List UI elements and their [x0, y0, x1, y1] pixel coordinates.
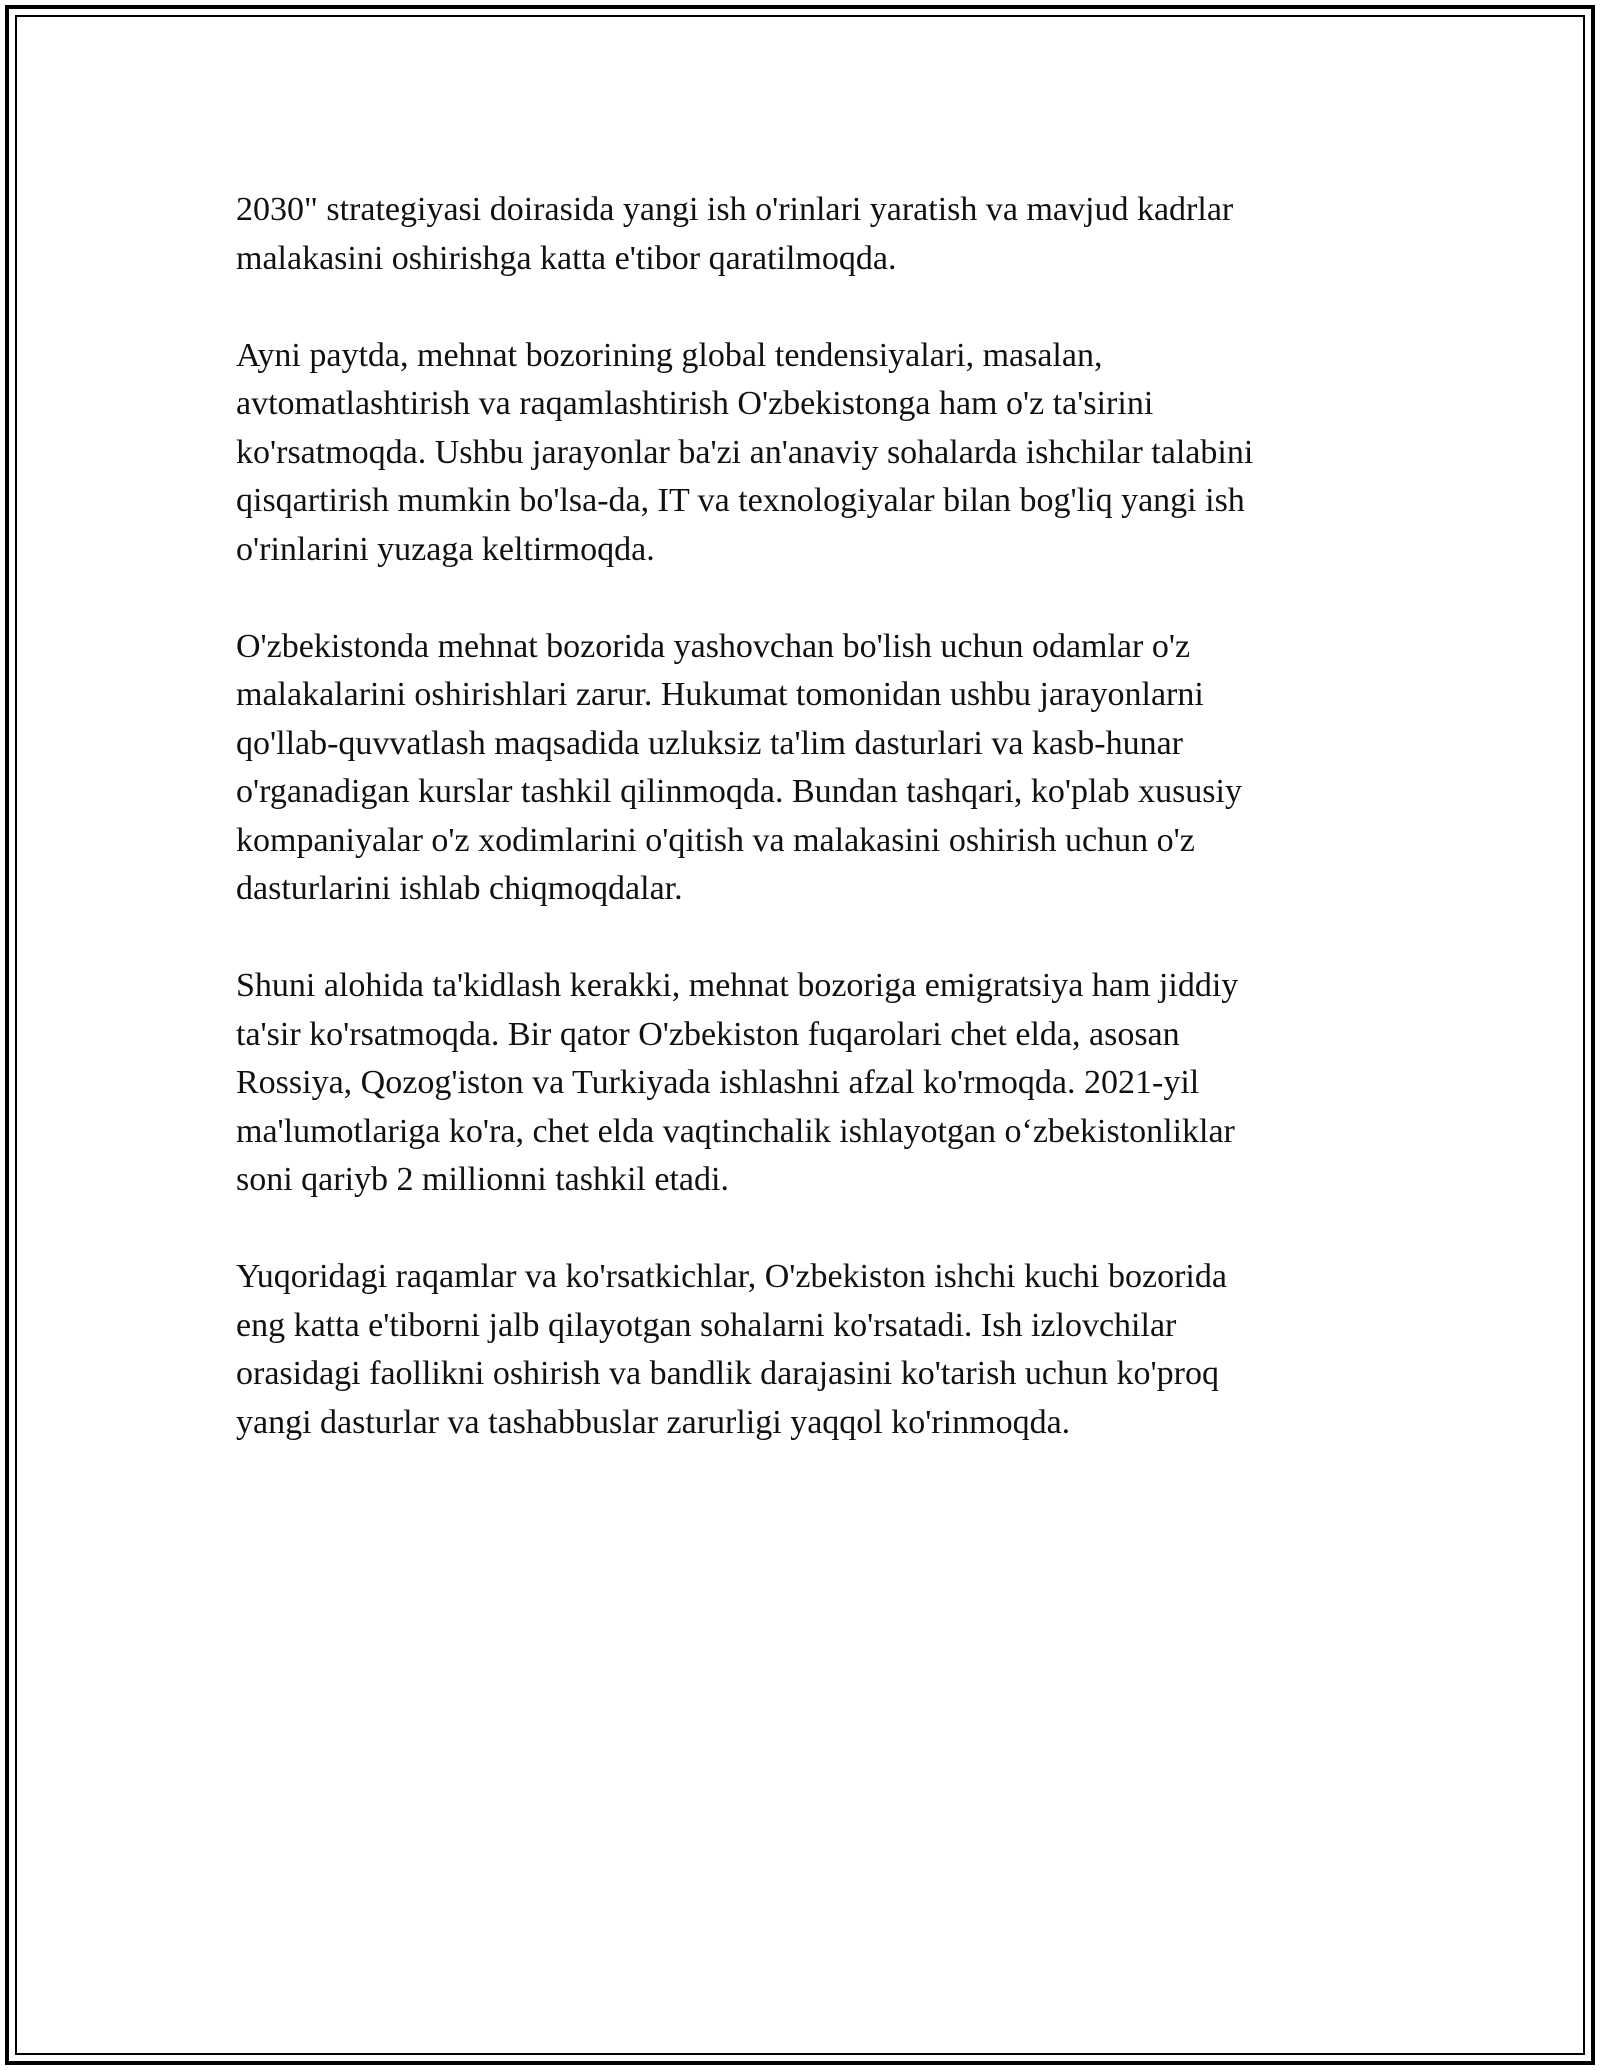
paragraph-5: Yuqoridagi raqamlar va ko'rsatkichlar, O'zbekiston ishchi kuchi bozorida eng katta e'tiborni jalb qilayotgan sohalarni ko'rsatadi. Ish izlovchilar orasidagi faollikni oshirish va bandlik darajasini ko'tarish uchun ko'proq yangi dasturlar va tashabbuslar zarurligi yaqqol ko'rinmoqda. — [236, 1258, 1227, 1441]
paragraph-4: Shuni alohida ta'kidlash kerakki, mehnat bozoriga emigratsiya ham jiddiy ta'sir ko'rsatmoqda. Bir qator O'zbekiston fuqarolari chet elda, asosan Rossiya, Qozog'iston va Turkiyada ishlashni afzal ko'rmoqda. 2021-yil ma'lumotlariga ko'ra, chet elda vaqtinchalik ishlayotgan o‘zbekistonliklar soni qariyb 2 millionni tashkil etadi. — [236, 967, 1239, 1198]
paragraph-1: 2030" strategiyasi doirasida yangi ish o'rinlari yaratish va mavjud kadrlar malakasini oshirishga katta e'tibor qaratilmoqda. — [236, 191, 1234, 277]
paragraph-3: O'zbekistonda mehnat bozorida yashovchan bo'lish uchun odamlar o'z malakalarini oshirishlari zarur. Hukumat tomonidan ushbu jarayonlarni qo'llab-quvvatlash maqsadida uzluksiz ta'lim dasturlari va kasb-hunar o'rganadigan kurslar tashkil qilinmoqda. Bundan tashqari, ko'plab xususiy kompaniyalar o'z xodimlarini o'qitish va malakasini oshirish uchun o'z dasturlarini ishlab chiqmoqdalar. — [236, 627, 1242, 907]
paragraph-2: Ayni paytda, mehnat bozorining global tendensiyalari, masalan, avtomatlashtirish va raqamlashtirish O'zbekistonga ham o'z ta'sirini ko'rsatmoqda. Ushbu jarayonlar ba'zi an'anaviy sohalarda ishchilar talabini qisqartirish mumkin bo'lsa-da, IT va texnologiyalar bilan bog'liq yangi ish o'rinlarini yuzaga keltirmoqda. — [236, 336, 1254, 568]
document-body — [236, 186, 1366, 1496]
